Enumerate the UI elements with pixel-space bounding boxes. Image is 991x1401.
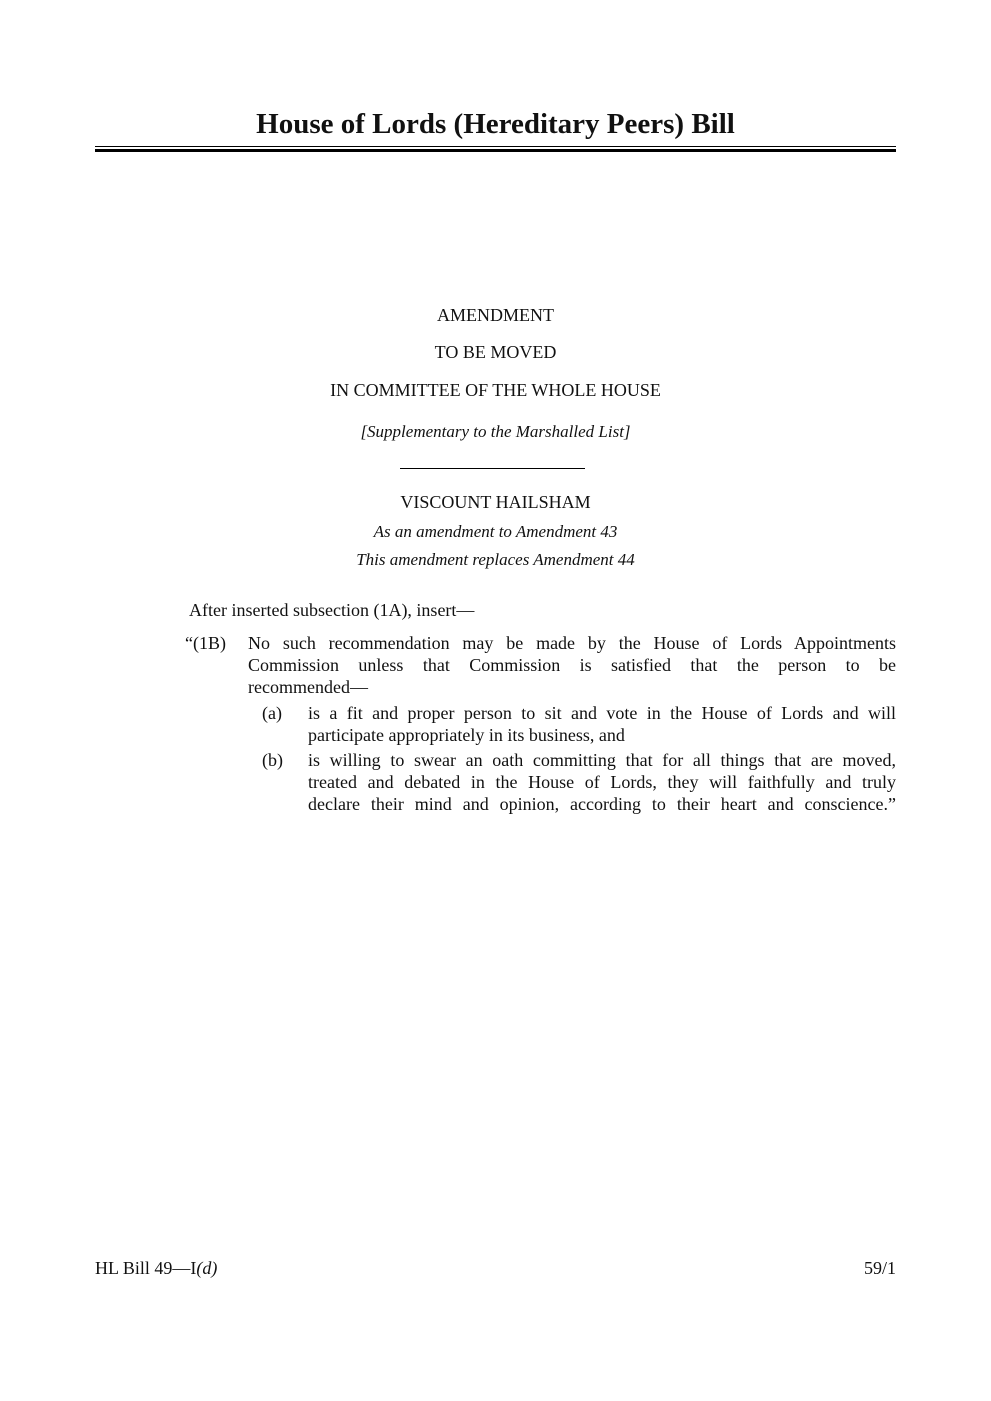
amendment-intro: After inserted subsection (1A), insert— bbox=[189, 600, 475, 620]
bill-title: House of Lords (Hereditary Peers) Bill bbox=[256, 108, 735, 140]
subsection-line: No such recommendation may be made by the House of Lords Appointments bbox=[248, 633, 896, 653]
item-b-line: declare their mind and opinion, according to their heart and conscience.” bbox=[308, 794, 896, 814]
bill-reference-text: HL Bill 49—I bbox=[95, 1258, 197, 1278]
subsection-line: recommended— bbox=[248, 677, 368, 697]
heading-note: [Supplementary to the Marshalled List] bbox=[360, 422, 631, 441]
heading-amendment: AMENDMENT bbox=[437, 305, 554, 325]
item-a-line: is a fit and proper person to sit and vote in the House of Lords and will bbox=[308, 703, 896, 723]
subsection-label: “(1B) bbox=[185, 633, 226, 653]
mover-name: VISCOUNT HAILSHAM bbox=[400, 492, 591, 512]
title-rule-thin bbox=[95, 146, 896, 147]
item-label-a: (a) bbox=[262, 703, 282, 723]
item-label-b: (b) bbox=[262, 750, 283, 770]
title-rule-thick bbox=[95, 149, 896, 152]
heading-committee: IN COMMITTEE OF THE WHOLE HOUSE bbox=[330, 380, 661, 400]
item-b-line: treated and debated in the House of Lords, they will faithfully and truly bbox=[308, 772, 896, 792]
heading-to-be-moved: TO BE MOVED bbox=[434, 342, 557, 362]
item-b-line: is willing to swear an oath committing that for all things that are moved, bbox=[308, 750, 896, 770]
bill-reference-suffix: (d) bbox=[196, 1258, 218, 1278]
page-number: 59/1 bbox=[863, 1258, 896, 1278]
bill-reference bbox=[95, 1258, 217, 1279]
divider bbox=[400, 468, 585, 469]
subsection-line: Commission unless that Commission is satisfied that the person to be bbox=[248, 655, 896, 675]
item-a-line: participate appropriately in its business, and bbox=[308, 725, 625, 745]
mover-note-2: This amendment replaces Amendment 44 bbox=[356, 550, 635, 569]
mover-note-1: As an amendment to Amendment 43 bbox=[373, 522, 618, 541]
